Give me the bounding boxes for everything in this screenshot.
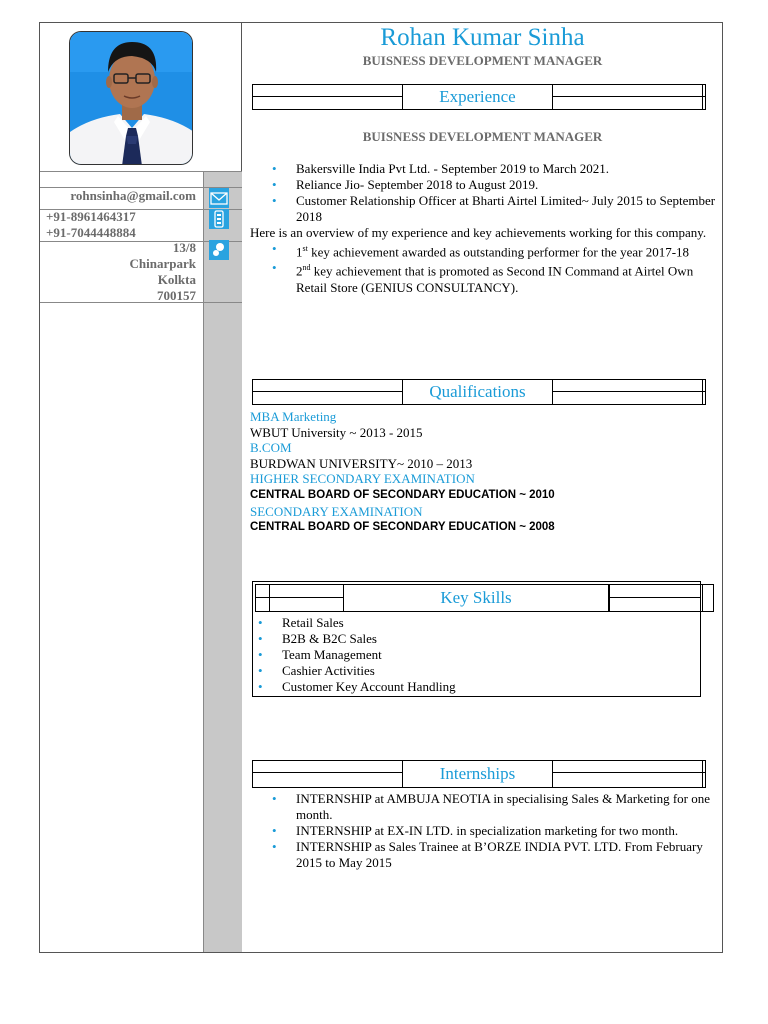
qualifications-heading-bar (252, 379, 706, 405)
experience-overview: Here is an overview of my experience and key achievements working for this company. (250, 225, 707, 240)
phone-1: +91-8961464317 (46, 209, 136, 224)
qualifications-heading: Qualifications (402, 379, 553, 405)
internships-heading: Internships (402, 760, 553, 788)
skill-item: • Cashier Activities (236, 663, 692, 679)
address-line: 700157 (157, 288, 196, 303)
skill-item: • B2B & B2C Sales (236, 631, 692, 647)
location-icon (209, 240, 229, 260)
job-list (250, 161, 720, 225)
internship-list (250, 791, 720, 871)
degree-detail: WBUT University ~ 2013 - 2015 (250, 424, 423, 440)
experience-subheading: BUISNESS DEVELOPMENT MANAGER (362, 129, 603, 144)
internship-item: • INTERNSHIP at EX-IN LTD. in specialization marketing for two month. (250, 823, 720, 839)
internship-item: • INTERNSHIP as Sales Trainee at B’ORZE INDIA PVT. LTD. From February 2015 to May 2015 (250, 839, 720, 871)
degree-name: HIGHER SECONDARY EXAMINATION (250, 471, 475, 486)
sidebar-divider (40, 171, 242, 172)
qualifications-content (250, 409, 720, 536)
experience-content (250, 161, 720, 296)
email-text: rohnsinha@gmail.com (70, 188, 196, 203)
degree-name: MBA Marketing (250, 409, 337, 424)
skills-list (236, 615, 692, 695)
skills-heading: Key Skills (343, 584, 609, 612)
degree-name: B.COM (250, 440, 292, 455)
degree-detail: CENTRAL BOARD OF SECONDARY EDUCATION ~ 2008 (250, 521, 555, 533)
candidate-name: Rohan Kumar Sinha (380, 24, 585, 51)
achievement-item: • 2nd key achievement that is promoted as Second IN Command at Airtel Own Retail Store (GENIUS CONSULTANCY). (250, 260, 720, 295)
skills-heading-bar (255, 584, 714, 612)
address-line: 13/8 (172, 240, 196, 255)
address (96, 240, 196, 304)
internships-content (250, 791, 720, 871)
skill-item: • Team Management (236, 647, 692, 663)
mail-icon (209, 188, 229, 208)
job-item: • Bakersville India Pvt Ltd. - September 2019 to March 2021. (250, 161, 720, 177)
skill-item: • Customer Key Account Handling (236, 679, 692, 695)
address-line: Chinarpark (129, 256, 196, 271)
internship-item: • INTERNSHIP at AMBUJA NEOTIA in specialising Sales & Marketing for one month. (250, 791, 720, 823)
address-line: Kolkta (157, 272, 196, 287)
profile-photo (69, 31, 193, 165)
sidebar-grey-strip (203, 171, 242, 952)
experience-heading-bar (252, 84, 706, 110)
job-item: • Reliance Jio- September 2018 to August 2019. (250, 177, 720, 193)
degree-detail: CENTRAL BOARD OF SECONDARY EDUCATION ~ 2010 (250, 488, 555, 501)
degree-name: SECONDARY EXAMINATION (250, 503, 423, 519)
achievement-list (250, 241, 720, 296)
skills-content (252, 615, 692, 695)
internships-heading-bar (252, 760, 706, 788)
job-item: • Customer Relationship Officer at Bharti Airtel Limited~ July 2015 to September 2018 (250, 193, 720, 225)
candidate-title: BUISNESS DEVELOPMENT MANAGER (362, 53, 603, 68)
phone-icon (209, 209, 229, 229)
phone-2: +91-7044448884 (46, 225, 136, 240)
skill-item: • Retail Sales (236, 615, 692, 631)
achievement-item: • 1st key achievement awarded as outstanding performer for the year 2017-18 (250, 241, 720, 260)
degree-detail: BURDWAN UNIVERSITY~ 2010 – 2013 (250, 455, 473, 471)
experience-heading: Experience (402, 84, 553, 110)
